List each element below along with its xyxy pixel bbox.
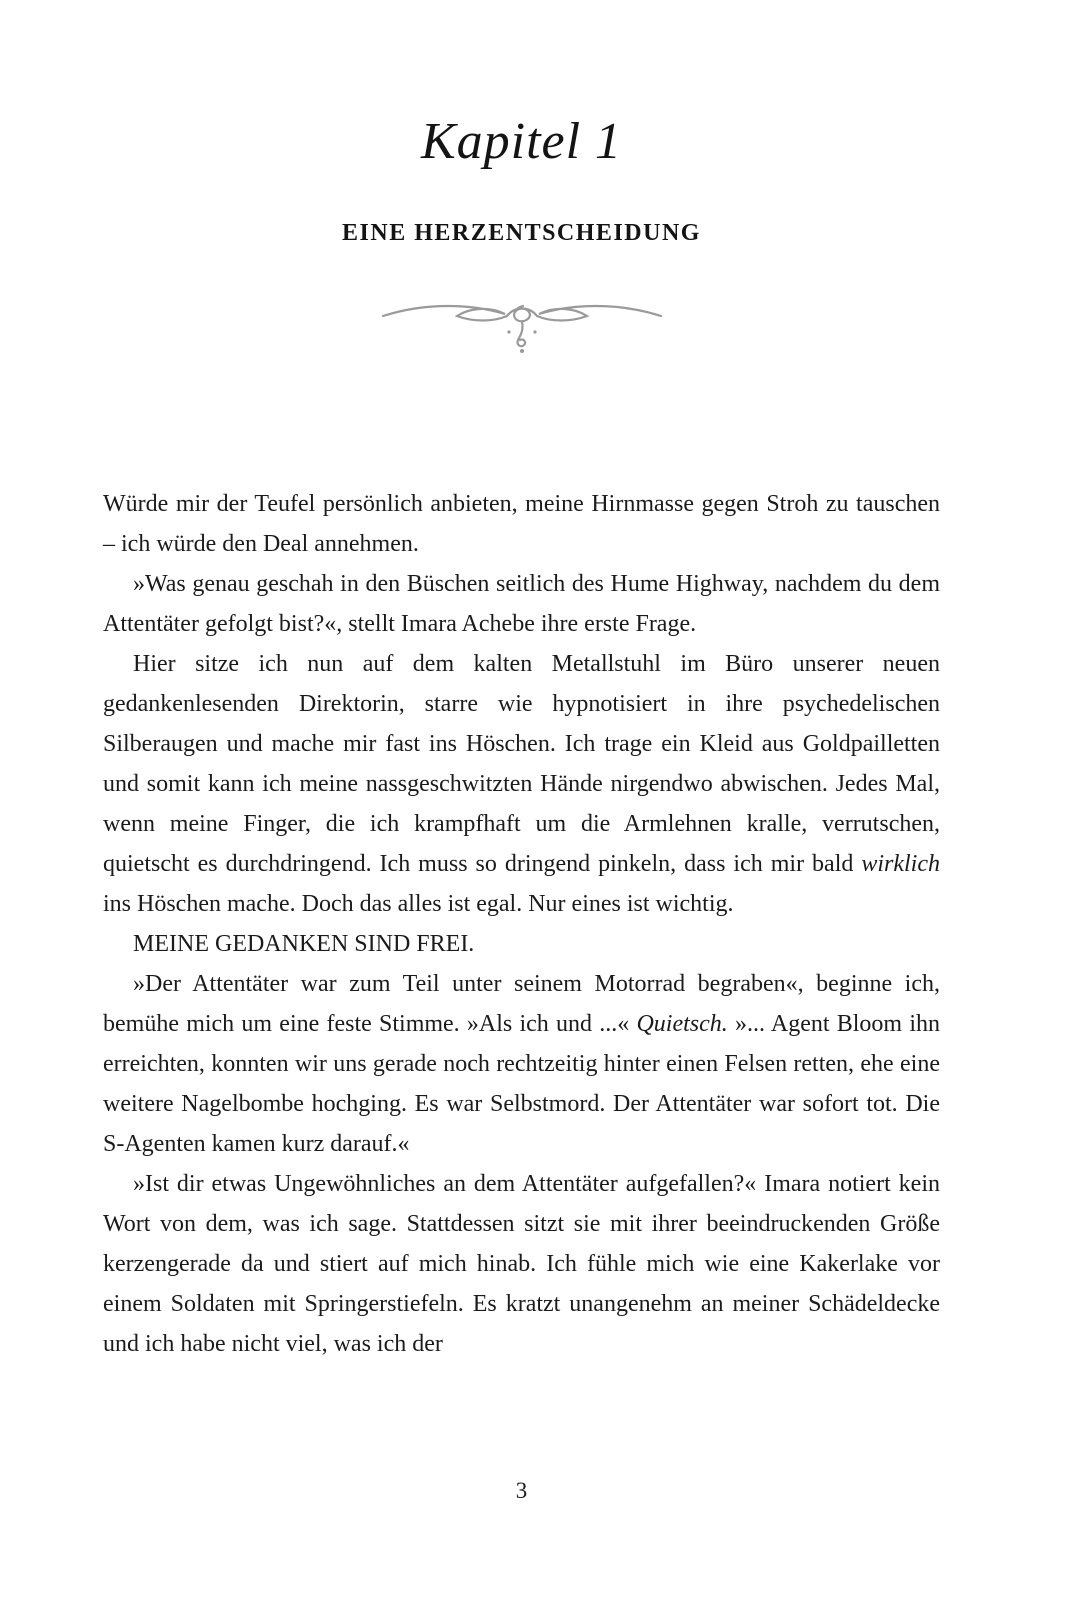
text-segment: Hier sitze ich nun auf dem kalten Metallstuhl im Büro unserer neuen gedankenlesenden Direktorin, starre wie hypnotisiert in ihre psychedelischen Silberaugen und mache mir fast ins Höschen. Ich trage ein Kleid aus Goldpailletten und somit kann ich meine nassgeschwitzten Hände nirgendwo abwischen. Jedes Mal, wenn meine Finger, die ich krampfhaft um die Armlehnen kralle, verrutschen, quietscht es durchdringend. Ich muss so dringend pinkeln, dass ich mir bald bbox=[103, 651, 940, 877]
text-segment: »Ist dir etwas Ungewöhnliches an dem Attentäter aufgefallen?« Imara notiert kein Wort von dem, was ich sage. Stattdessen sitzt sie mit ihrer beeindruckenden Größe kerzengerade da und stiert auf mich hinab. Ich fühle mich wie eine Kakerlake vor einem Soldaten mit Springerstiefeln. Es kratzt unangenehm an meiner Schädeldecke und ich habe nicht viel, was ich der bbox=[103, 1171, 940, 1357]
text-segment: Würde mir der Teufel persönlich anbieten, meine Hirnmasse gegen Stroh zu tauschen – ich würde den Deal annehmen. bbox=[103, 491, 940, 557]
text-segment: »Der Attentäter war zum Teil unter seinem Motorrad begraben«, beginne ich, bemühe mich um eine feste Stimme. »Als ich und ...« bbox=[103, 971, 940, 1037]
paragraph bbox=[103, 964, 940, 1164]
flourish-ornament-icon bbox=[103, 292, 940, 359]
paragraph bbox=[103, 1164, 940, 1364]
page-number: 3 bbox=[515, 1478, 528, 1503]
chapter-subtitle: EINE HERZENTSCHEIDUNG bbox=[342, 220, 701, 246]
text-segment: MEINE GEDANKEN SIND FREI. bbox=[133, 931, 475, 957]
text-segment: »... Agent Bloom ihn erreichten, konnten wir uns gerade noch rechtzeitig hinter einen Felsen retten, ehe eine weitere Nagelbombe hochging. Es war Selbstmord. Der Attentäter war sofort tot. Die S-Agenten kamen kurz darauf.« bbox=[103, 1011, 940, 1157]
paragraph bbox=[103, 644, 940, 924]
paragraph bbox=[103, 564, 940, 644]
paragraph bbox=[103, 924, 940, 964]
paragraph bbox=[103, 484, 940, 564]
text-segment: ins Höschen mache. Doch das alles ist egal. Nur eines ist wichtig. bbox=[103, 891, 734, 917]
body-text bbox=[103, 484, 940, 1364]
text-segment: »Was genau geschah in den Büschen seitlich des Hume Highway, nachdem du dem Attentäter gefolgt bist?«, stellt Imara Achebe ihre erste Frage. bbox=[103, 571, 940, 637]
italic-text: wirklich bbox=[861, 851, 940, 877]
chapter-title: Kapitel 1 bbox=[420, 113, 623, 170]
italic-text: Quietsch. bbox=[636, 1011, 728, 1037]
